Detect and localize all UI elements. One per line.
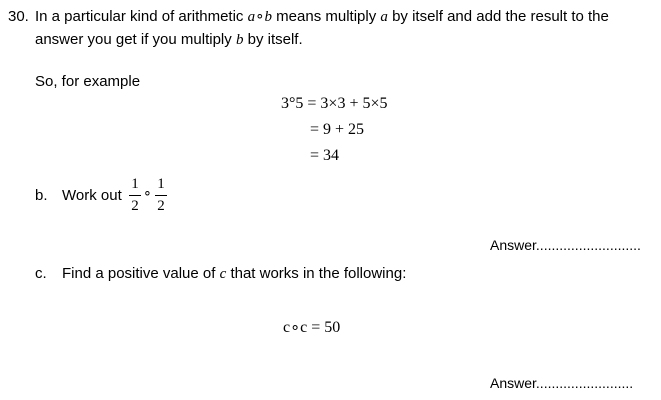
part-c-text-suffix: that works in the following: <box>230 265 407 282</box>
example-row-3: = 34 <box>310 147 340 164</box>
fraction-2-numerator: 1 <box>157 176 165 192</box>
part-b-text: Work out <box>62 187 122 204</box>
part-c-text <box>62 266 406 282</box>
question-line-1-middle: means multiply <box>276 8 377 25</box>
example-row-1-lhs: 3°5 <box>281 95 304 112</box>
variable-a: a <box>380 9 388 25</box>
operator-expression-a: a <box>247 9 256 25</box>
fraction-2 <box>155 177 167 214</box>
fraction-1-denominator: 2 <box>131 198 139 214</box>
fraction-2-bar <box>155 195 167 196</box>
question-line-1-suffix: by itself and add the result to the <box>392 8 609 25</box>
example-intro: So, for example <box>35 73 141 90</box>
fraction-1-bar <box>129 195 141 196</box>
part-c-label: c. <box>35 265 47 282</box>
part-c-answer-line[interactable]: Answer......................... <box>490 375 634 391</box>
question-line-1-prefix: In a particular kind of arithmetic <box>35 8 244 25</box>
variable-b: b <box>235 32 244 48</box>
fraction-1-numerator: 1 <box>131 176 139 192</box>
part-c-text-prefix: Find a positive value of <box>62 265 216 282</box>
question-line-2-prefix: answer you get if you multiply <box>35 31 232 48</box>
question-number: 30. <box>8 8 29 25</box>
fraction-2-denominator: 2 <box>157 198 165 214</box>
part-c-equation: c∘c = 50 <box>283 319 341 336</box>
question-line-2-suffix: by itself. <box>247 31 303 48</box>
question-line-2 <box>35 32 303 48</box>
fraction-1 <box>129 177 141 214</box>
example-row-2: = 9 + 25 <box>310 121 365 138</box>
part-b-answer-line[interactable]: Answer........................... <box>490 237 641 253</box>
operator-circle: ∘ <box>255 9 265 25</box>
variable-c: c <box>219 266 227 282</box>
question-line-1 <box>35 9 609 25</box>
part-b-label: b. <box>35 187 48 204</box>
example-row-1 <box>281 96 388 112</box>
example-row-1-rhs: = 3×3 + 5×5 <box>307 95 388 112</box>
part-b-operator: ∘ <box>143 186 152 201</box>
operator-expression-b: b <box>264 9 272 25</box>
